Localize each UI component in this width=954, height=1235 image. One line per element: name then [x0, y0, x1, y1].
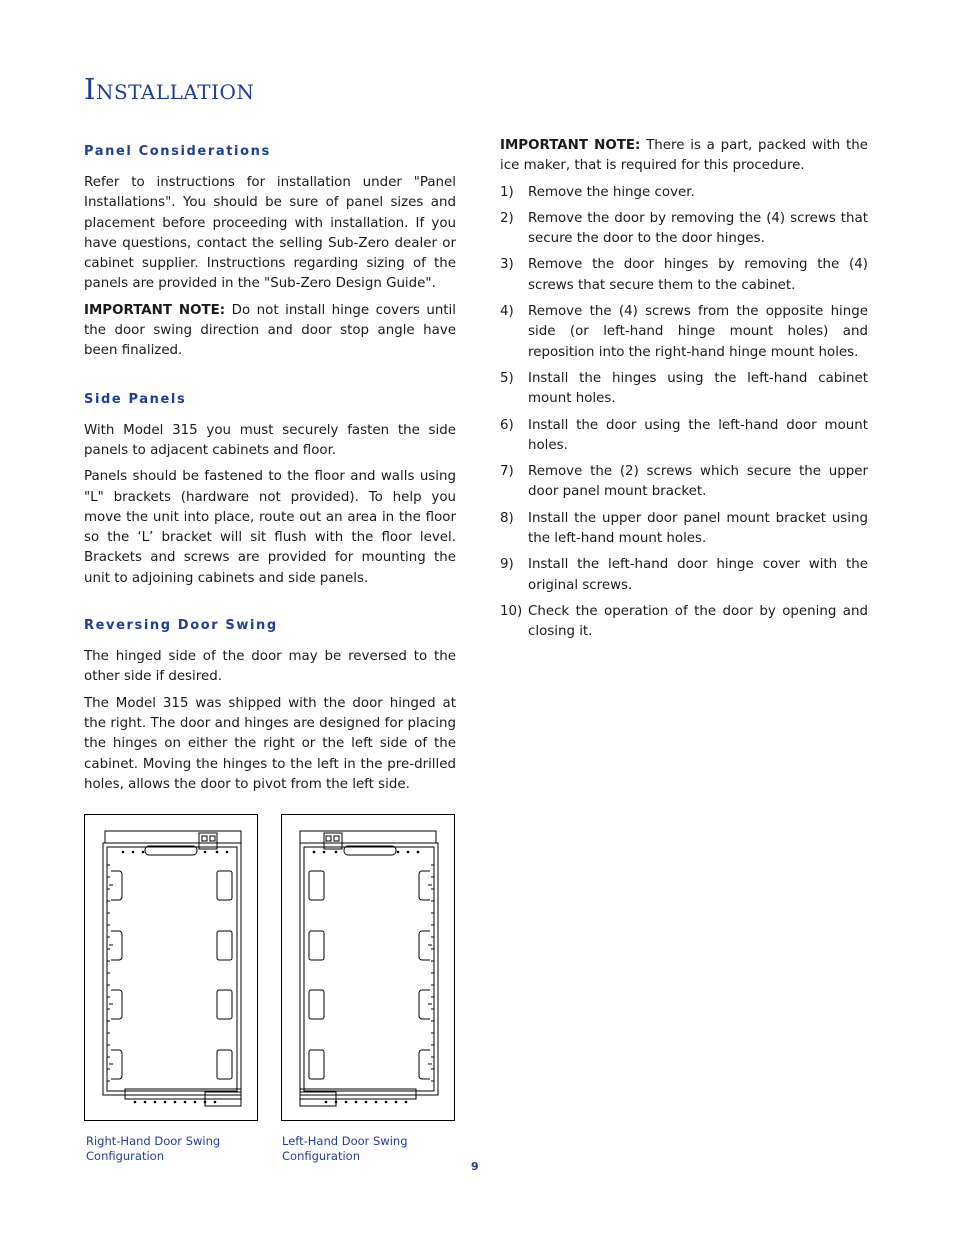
- page-title: Installation: [84, 72, 255, 106]
- side-panels-text-1: With Model 315 you must securely fasten the side panels to adjacent cabinets and floor.: [84, 422, 456, 458]
- screw-hole: [134, 1101, 136, 1103]
- step-item: [500, 302, 868, 363]
- procedure-note: [500, 136, 868, 177]
- note-label: IMPORTANT NOTE:: [84, 302, 226, 318]
- step-text: Install the door using the left-hand door mount holes.: [528, 417, 868, 453]
- step-item: [500, 602, 868, 643]
- step-number: 10): [500, 603, 523, 619]
- screw-hole: [142, 851, 144, 853]
- screw-hole: [375, 1101, 377, 1103]
- step-number: 8): [500, 510, 514, 526]
- right-hand-door-swing-figure: [84, 814, 258, 1121]
- panel-bracket-right: [309, 1050, 324, 1079]
- screw-hole: [122, 851, 124, 853]
- screw-hole: [216, 851, 218, 853]
- step-text: Remove the hinge cover.: [528, 184, 695, 200]
- screw-hole: [194, 1101, 196, 1103]
- screw-hole: [174, 1101, 176, 1103]
- step-text: Install the left-hand door hinge cover with the original screws.: [528, 557, 868, 593]
- step-number: 7): [500, 464, 514, 480]
- step-number: 4): [500, 304, 514, 320]
- screw-hole: [335, 851, 337, 853]
- screw-hole: [323, 851, 325, 853]
- step-item: [500, 416, 868, 457]
- screw-hole: [214, 1101, 216, 1103]
- step-item: [500, 369, 868, 410]
- note-label: IMPORTANT NOTE:: [500, 138, 641, 153]
- right-column: [500, 136, 868, 649]
- step-item: [500, 183, 868, 203]
- step-text: Remove the (2) screws which secure the upper door panel mount bracket.: [528, 464, 868, 500]
- screw-hole: [345, 1101, 347, 1103]
- hinge-screw: [334, 836, 339, 841]
- step-item: [500, 255, 868, 296]
- panel-bracket-right: [309, 871, 324, 900]
- screw-hole: [164, 1101, 166, 1103]
- step-number: 2): [500, 210, 514, 226]
- reversing-text-1: The hinged side of the door may be reversed to the other side if desired.: [84, 649, 456, 685]
- panel-bracket-right: [217, 1050, 232, 1079]
- panel-bracket-right: [217, 931, 232, 960]
- screw-hole: [355, 1101, 357, 1103]
- step-text: Remove the door hinges by removing the (4) screws that secure them to the cabinet.: [528, 257, 868, 293]
- screw-hole: [154, 1101, 156, 1103]
- hinge-screw: [326, 836, 331, 841]
- hinge-screw: [202, 836, 207, 841]
- step-number: 5): [500, 370, 514, 386]
- heading-panel-considerations: Panel Considerations: [84, 144, 271, 159]
- panel-bracket-right: [309, 990, 324, 1019]
- note-text: There is a part, packed with the ice maker, that is required for this procedure.: [500, 138, 868, 174]
- cabinet-drawing-right: [85, 815, 259, 1122]
- screw-hole: [226, 851, 228, 853]
- cabinet-outline: [103, 843, 241, 1095]
- hinge-screw: [210, 836, 215, 841]
- screw-hole: [325, 1101, 327, 1103]
- screw-hole: [395, 1101, 397, 1103]
- step-item: [500, 509, 868, 550]
- screw-hole: [204, 1101, 206, 1103]
- steps-list: [500, 183, 868, 643]
- step-text: Install the hinges using the left-hand cabinet mount holes.: [528, 370, 868, 407]
- note-text: Do not install hinge covers until the door swing direction and door stop angle have been finalized.: [84, 302, 456, 359]
- step-text: Check the operation of the door by opening and closing it.: [528, 603, 868, 640]
- step-number: 6): [500, 417, 514, 433]
- heading-reversing-door-swing: Reversing Door Swing: [84, 618, 278, 634]
- screw-hole: [405, 1101, 407, 1103]
- caption-right-hand: Right-Hand Door Swing Configuration: [86, 1134, 221, 1163]
- top-trim: [300, 831, 436, 843]
- reversing-text-2: The Model 315 was shipped with the door hinged at the right. The door and hinges are designed for placing the hinges on either the right or the left side of the cabinet. Moving the hinges to the left in the pre-drilled holes, allows the door to pivot from the left side.: [84, 695, 456, 792]
- screw-hole: [397, 851, 399, 853]
- screw-hole: [313, 851, 315, 853]
- heading-side-panels: Side Panels: [84, 391, 187, 407]
- panel-bracket-right: [217, 871, 232, 900]
- panel-bracket-right: [309, 931, 324, 960]
- screw-hole: [417, 851, 419, 853]
- screw-hole: [335, 1101, 337, 1103]
- step-item: [500, 209, 868, 250]
- caption-left-hand: Left-Hand Door Swing Configuration: [282, 1134, 408, 1163]
- top-trim: [105, 831, 241, 843]
- panel-considerations-note: [84, 301, 456, 362]
- screw-hole: [365, 1101, 367, 1103]
- screw-hole: [385, 1101, 387, 1103]
- screw-hole: [132, 851, 134, 853]
- cabinet-outline: [300, 843, 438, 1095]
- step-text: Remove the door by removing the (4) screws that secure the door to the door hinges.: [528, 210, 868, 247]
- step-number: 1): [500, 184, 514, 200]
- screw-hole: [184, 1101, 186, 1103]
- step-item: [500, 462, 868, 503]
- step-text: Install the upper door panel mount bracket using the left-hand mount holes.: [528, 510, 868, 547]
- step-number: 3): [500, 257, 514, 273]
- panel-considerations-text: Refer to instructions for installation under "Panel Installations". You should be sure of panel sizes and placement before proceeding with installation. If you have questions, contact the selling Sub-Zero dealer or cabinet supplier. Instructions regarding sizing of the panels are provided in the "Sub-Zero Design Guide".: [84, 175, 456, 292]
- left-hand-door-swing-figure: [281, 814, 455, 1121]
- panel-bracket-right: [217, 990, 232, 1019]
- side-panels-text-2: Panels should be fastened to the floor and walls using "L" brackets (hardware not provided). To help you move the unit into place, route out an area in the floor so the ‘L’ bracket will sit flush with the floor level. Brackets and screws are provided for mounting the unit to adjoining cabinets and side panels.: [84, 469, 456, 586]
- step-text: Remove the (4) screws from the opposite hinge side (or left-hand hinge mount holes) and reposition into the right-hand hinge mount holes.: [528, 304, 868, 360]
- step-item: [500, 555, 868, 596]
- screw-hole: [144, 1101, 146, 1103]
- step-number: 9): [500, 557, 514, 573]
- cabinet-drawing-left: [282, 815, 456, 1122]
- page-number: 9: [471, 1160, 479, 1173]
- screw-hole: [407, 851, 409, 853]
- left-column: [84, 141, 456, 801]
- screw-hole: [204, 851, 206, 853]
